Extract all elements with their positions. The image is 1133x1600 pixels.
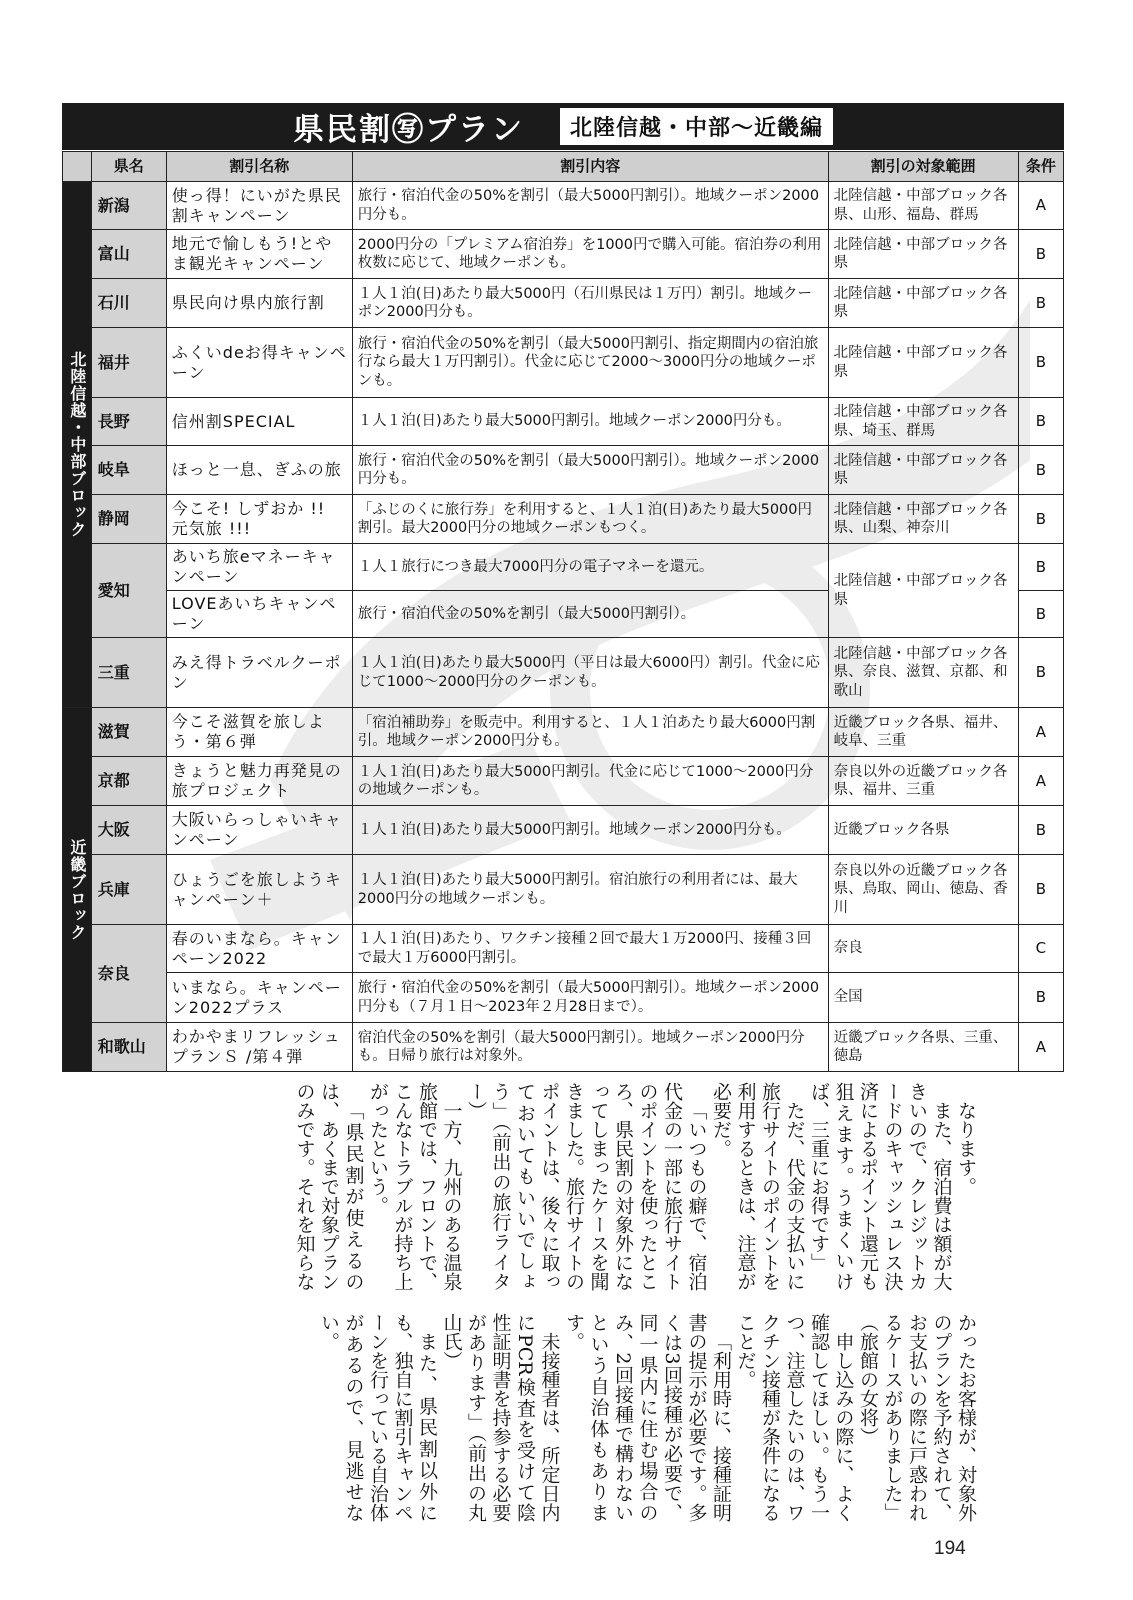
article-paragraph: 「利用時に、接種証明書の提示が必要です。多くは3回接種が必要で、同一県内に住む場合のみ、2回接種で構わないという自治体もあります。: [563, 1313, 732, 1522]
scope-cell: 北陸信越・中部ブロック各県、奈良、滋賀、京都、和歌山: [828, 638, 1018, 708]
pref-cell: 岐阜: [91, 446, 166, 495]
scope-cell: 北陸信越・中部ブロック各県、埼玉、群馬: [828, 398, 1018, 446]
pref-cell: 和歌山: [91, 1023, 166, 1072]
plan-name-cell: ひょうごを旅しようキャンペーン＋: [166, 855, 352, 925]
table-row: [63, 495, 1064, 544]
scope-cell: 北陸信越・中部ブロック各県: [828, 544, 1018, 638]
plan-name-cell: 大阪いらっしゃいキャンペーン: [166, 806, 352, 855]
table-header-row: [63, 152, 1064, 182]
content-cell: 旅行・宿泊代金の50%を割引（最大5000円割引、指定期間内の宿泊旅行なら最大１万円割引）。代金に応じて2000〜3000円分の地域クーポンも。: [352, 328, 828, 398]
scope-cell: 北陸信越・中部ブロック各県、山形、福島、群馬: [828, 182, 1018, 230]
plan-name-cell: わかやまリフレッシュプランＳ /第４弾: [166, 1023, 352, 1072]
plan-name-cell: あいち旅eマネーキャンペーン: [166, 544, 352, 591]
scope-cell: 奈良以外の近畿ブロック各県、鳥取、岡山、徳島、香川: [828, 855, 1018, 925]
cond-cell: A: [1018, 1023, 1063, 1072]
banner-subtitle: 北陸信越・中部〜近畿編: [560, 108, 833, 145]
plan-name-cell: 春のいまなら。キャンペーン2022: [166, 925, 352, 973]
pref-cell: 新潟: [91, 182, 166, 230]
scope-cell: 全国: [828, 973, 1018, 1023]
plan-table: [62, 151, 1064, 1072]
plan-name-cell: LOVEあいちキャンペーン: [166, 591, 352, 638]
cond-cell: B: [1018, 638, 1063, 708]
cond-cell: B: [1018, 398, 1063, 446]
table-row: [63, 230, 1064, 279]
header-scope: 割引の対象範囲: [828, 152, 1018, 182]
cond-cell: A: [1018, 182, 1063, 230]
article-paragraph: 一方、九州のある温泉旅館では、フロントで、こんなトラブルが持ち上がったという。: [367, 1082, 463, 1291]
pref-cell: 石川: [91, 279, 166, 328]
table-row: [63, 757, 1064, 806]
content-cell: 旅行・宿泊代金の50%を割引（最大5000円割引）。地域クーポン2000円分も。: [352, 446, 828, 495]
pref-cell: 京都: [91, 757, 166, 806]
scope-cell: 北陸信越・中部ブロック各県: [828, 328, 1018, 398]
cond-cell: B: [1018, 973, 1063, 1023]
cond-cell: B: [1018, 495, 1063, 544]
scope-cell: 北陸信越・中部ブロック各県: [828, 279, 1018, 328]
pref-cell: 長野: [91, 398, 166, 446]
content-cell: 「宿泊補助券」を販売中。利用すると、１人１泊あたり最大6000円割引。地域クーポン2000円分も。: [352, 708, 828, 757]
header-block: [63, 152, 92, 182]
plan-name-cell: 地元で愉しもう!とやま観光キャンペーン: [166, 230, 352, 279]
plan-name-cell: 今こそ! しずおか !! 元気旅 !!!: [166, 495, 352, 544]
content-cell: １人１泊(日)あたり最大5000円（石川県民は１万円）割引。地域クーポン2000円分も。: [352, 279, 828, 328]
article-paragraph: 「いつもの癖で、宿泊代金の一部に旅行サイトのポイントを使ったところ、県民割の対象外になってしまったケースを聞きました。旅行サイトのポイントは、後々に取っておいてもいいでしょう」（前出の旅行ライター）: [465, 1082, 708, 1291]
content-cell: １人１泊(日)あたり最大5000円（平日は最大6000円）割引。代金に応じて1000〜2000円分のクーポンも。: [352, 638, 828, 708]
table-row: [63, 279, 1064, 328]
content-cell: 「ふじのくに旅行券」を利用すると、１人１泊(日)あたり最大5000円割引。最大2000円分の地域クーポンもつく。: [352, 495, 828, 544]
header-pref: 県名: [91, 152, 166, 182]
table-row: [63, 806, 1064, 855]
cond-cell: B: [1018, 328, 1063, 398]
plan-name-cell: きょうと魅力再発見の旅プロジェクト: [166, 757, 352, 806]
pref-cell: 静岡: [91, 495, 166, 544]
table-row: [63, 1023, 1064, 1072]
pref-cell: 富山: [91, 230, 166, 279]
header-name: 割引名称: [166, 152, 352, 182]
cond-cell: A: [1018, 708, 1063, 757]
cond-cell: B: [1018, 855, 1063, 925]
pref-cell: 三重: [91, 638, 166, 708]
title-banner: [62, 103, 1064, 150]
table-row: [63, 446, 1064, 495]
article-paragraph: また、県民割以外にも、独自に割引キャンペーンを行っている自治体があるので、見逃せない。: [318, 1313, 438, 1522]
cond-cell: B: [1018, 544, 1063, 591]
content-cell: 旅行・宿泊代金の50%を割引（最大5000円割引）。地域クーポン2000円分も（７月１日〜2023年２月28日まで）。: [352, 973, 828, 1023]
plan-name-cell: 県民向け県内旅行割: [166, 279, 352, 328]
scope-cell: 近畿ブロック各県、三重、徳島: [828, 1023, 1018, 1072]
pref-cell: 福井: [91, 328, 166, 398]
pref-cell: 兵庫: [91, 855, 166, 925]
table-row: [63, 398, 1064, 446]
plan-name-cell: 今こそ滋賀を旅しよう・第６弾: [166, 708, 352, 757]
plan-name-cell: みえ得トラベルクーポン: [166, 638, 352, 708]
plan-name-cell: いまなら。キャンペーン2022プラス: [166, 973, 352, 1023]
header-cond: 条件: [1018, 152, 1063, 182]
table-row: [63, 855, 1064, 925]
cond-cell: B: [1018, 446, 1063, 495]
content-cell: １人１泊(日)あたり最大5000円割引。地域クーポン2000円分も。: [352, 398, 828, 446]
article-paragraph: 申し込みの際に、よく確認してほしい。もう一つ、注意したいのは、ワクチン接種が条件になることだ。: [734, 1313, 855, 1522]
cond-cell: B: [1018, 279, 1063, 328]
scope-cell: 北陸信越・中部ブロック各県: [828, 230, 1018, 279]
block-label-hokuriku: 北陸信越・中部ブロック: [63, 182, 92, 708]
content-cell: １人１泊(日)あたり最大5000円割引。代金に応じて1000〜2000円分の地域クーポンも。: [352, 757, 828, 806]
article-paragraph: 「県民割が使えるのは、あくまで対象プランのみです。それを知らなかったお客様が、対象外のプランを予約されて、お支払いの際に戸惑われるケースがありました」（旅館の女将）: [293, 1082, 977, 1522]
content-cell: １人１泊(日)あたり、ワクチン接種２回で最大１万2000円、接種３回で最大１万6000円割引。: [352, 925, 828, 973]
scope-cell: 近畿ブロック各県、福井、岐阜、三重: [828, 708, 1018, 757]
pref-cell: 奈良: [91, 925, 166, 1023]
plan-name-cell: 信州割SPECIAL: [166, 398, 352, 446]
block-label-kinki: 近畿ブロック: [63, 708, 92, 1072]
cond-cell: C: [1018, 925, 1063, 973]
table-row: [63, 638, 1064, 708]
scope-cell: 北陸信越・中部ブロック各県、山梨、神奈川: [828, 495, 1018, 544]
header-content: 割引内容: [352, 152, 828, 182]
content-cell: １人１泊(日)あたり最大5000円割引。宿泊旅行の利用者には、最大2000円分の地域クーポンも。: [352, 855, 828, 925]
content-cell: １人１旅行につき最大7000円分の電子マネーを還元。: [352, 544, 828, 591]
article-body: [68, 1082, 978, 1522]
banner-title: 県民割㊢プラン: [292, 112, 524, 148]
article-paragraph: ただ、代金の支払いに旅行サイトのポイントを利用するときは、注意が必要だ。: [710, 1082, 806, 1291]
cond-cell: A: [1018, 757, 1063, 806]
table-row: [63, 708, 1064, 757]
article-paragraph: なります。: [955, 1101, 977, 1196]
content-cell: 旅行・宿泊代金の50%を割引（最大5000円割引）。地域クーポン2000円分も。: [352, 182, 828, 230]
plan-name-cell: ほっと一息、ぎふの旅: [166, 446, 352, 495]
table-row: [63, 925, 1064, 973]
plan-name-cell: 使っ得！にいがた県民割キャンペーン: [166, 182, 352, 230]
plan-name-cell: ふくいdeお得キャンペーン: [166, 328, 352, 398]
article-paragraph: 未接種者は、所定日内にPCR検査を受けて陰性証明書を持参する必要があります」（前出の丸山氏）: [440, 1313, 561, 1522]
table-row: [63, 973, 1064, 1023]
table-row: [63, 182, 1064, 230]
cond-cell: B: [1018, 806, 1063, 855]
cond-cell: B: [1018, 591, 1063, 638]
article-paragraph: また、宿泊費は額が大きいので、クレジットカードのキャッシュレス決済によるポイント還元も狙えます。うまくいけば、三重にお得です」: [808, 1082, 953, 1291]
content-cell: １人１泊(日)あたり最大5000円割引。地域クーポン2000円分も。: [352, 806, 828, 855]
content-cell: 宿泊代金の50%を割引（最大5000円割引）。地域クーポン2000円分も。日帰り旅行は対象外。: [352, 1023, 828, 1072]
pref-cell: 愛知: [91, 544, 166, 638]
content-cell: 2000円分の「プレミアム宿泊券」を1000円で購入可能。宿泊券の利用枚数に応じて、地域クーポンも。: [352, 230, 828, 279]
content-cell: 旅行・宿泊代金の50%を割引（最大5000円割引）。: [352, 591, 828, 638]
pref-cell: 大阪: [91, 806, 166, 855]
table-row: [63, 328, 1064, 398]
cond-cell: B: [1018, 230, 1063, 279]
scope-cell: 近畿ブロック各県: [828, 806, 1018, 855]
scope-cell: 奈良: [828, 925, 1018, 973]
page-number: 194: [934, 1538, 966, 1559]
scope-cell: 奈良以外の近畿ブロック各県、福井、三重: [828, 757, 1018, 806]
table-row: [63, 544, 1064, 591]
pref-cell: 滋賀: [91, 708, 166, 757]
scope-cell: 北陸信越・中部ブロック各県: [828, 446, 1018, 495]
